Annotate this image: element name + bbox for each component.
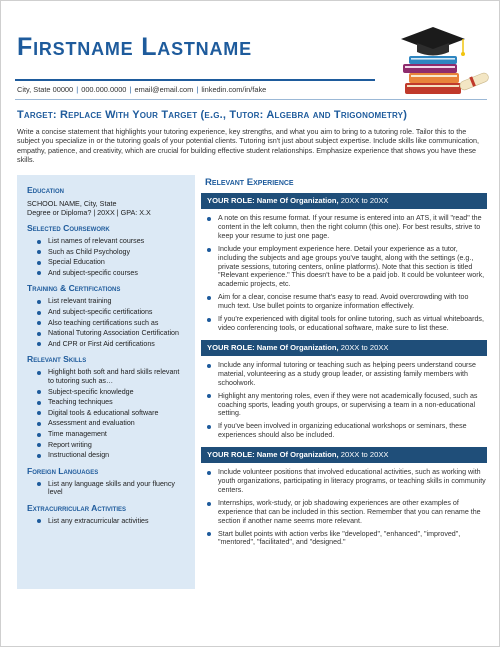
list-item: List any language skills and your fluency level xyxy=(37,480,185,497)
role-title: YOUR ROLE: Name Of Organization, xyxy=(207,450,339,460)
list-item: Instructional design xyxy=(37,451,185,460)
contact-separator: | xyxy=(196,85,199,94)
list-item: If you're experienced with digital tools for online tutoring, such as virtual whiteboards, video conferencing tools, or educational software, make sure to list these. xyxy=(207,315,487,333)
target-title: Target: Replace With Your Target (e.g., Tutor: Algebra and Trigonometry) xyxy=(17,109,408,121)
list-item: Highlight any mentoring roles, even if they were not academically focused, such as coaching sports, leading youth groups, or supervising a team in a non-educational setting. xyxy=(207,392,487,419)
education-school: SCHOOL NAME, City, State xyxy=(27,199,117,208)
list-item: Internships, work-study, or job shadowing experiences are other examples of experience that can be included in this section. Remember that you can rename the section if another name seems more relevant. xyxy=(207,499,487,526)
contact-separator: | xyxy=(76,85,79,94)
list-item: Time management xyxy=(37,430,185,439)
experience-heading: Relevant Experience xyxy=(205,177,294,188)
header-divider xyxy=(15,79,375,81)
role-header xyxy=(201,193,487,209)
list-item: Start bullet points with action verbs like "developed", "enhanced", "improved", "mentored", "facilitated", and "designed." xyxy=(207,530,487,548)
role-title: YOUR ROLE: Name Of Organization, xyxy=(207,196,339,205)
coursework-list xyxy=(27,237,185,277)
sidebar xyxy=(17,175,195,589)
coursework-heading: Selected Coursework xyxy=(27,223,110,233)
candidate-name: Firstname Lastname xyxy=(17,33,252,61)
languages-list xyxy=(27,480,185,497)
list-item: List names of relevant courses xyxy=(37,237,185,246)
contact-phone: 000.000.0000 xyxy=(81,85,127,94)
list-item: National Tutoring Association Certification xyxy=(37,329,185,338)
education-degree: Degree or Diploma? | 20XX | GPA: X.X xyxy=(27,208,151,217)
role-header xyxy=(201,340,487,356)
list-item: Assessment and evaluation xyxy=(37,419,185,428)
contact-email[interactable]: email@email.com xyxy=(134,85,194,94)
list-item: Teaching techniques xyxy=(37,398,185,407)
contact-line xyxy=(17,85,266,94)
skills-list xyxy=(27,368,185,459)
languages-heading: Foreign Languages xyxy=(27,465,99,476)
role-bullets xyxy=(201,214,487,333)
list-item: Highlight both soft and hard skills relevant to tutoring such as… xyxy=(37,368,185,385)
contact-linkedin[interactable]: linkedin.com/in/fake xyxy=(201,85,267,94)
training-heading: Training & Certifications xyxy=(27,283,121,294)
list-item: And subject-specific courses xyxy=(37,269,185,278)
list-item: Digital tools & educational software xyxy=(37,409,185,418)
role-dates: 20XX to 20XX xyxy=(340,342,389,352)
role-bullets xyxy=(201,468,487,547)
list-item: And CPR or First Aid certifications xyxy=(37,340,185,349)
list-item: If you've been involved in organizing educational workshops or seminars, these experiences should also be included. xyxy=(207,422,487,440)
experience-section xyxy=(201,177,487,554)
list-item: Include any informal tutoring or teaching such as helping peers understand course material, volunteering as a study group leader, or assisting family members with schoolwork. xyxy=(207,361,487,388)
list-item: Include your employment experience here. Detail your experience as a tutor, including the subjects and age groups you've taught, along with the settings (e.g., private sessions, tutoring centers, online platforms). Note that this section is titled "Relevant experience." This doesn't have to be a paid job. It could be volunteer work, academic projects, etc. xyxy=(207,245,487,290)
list-item: List relevant training xyxy=(37,297,185,306)
training-list xyxy=(27,297,185,348)
list-item: Special Education xyxy=(37,258,185,267)
list-item: Aim for a clear, concise resume that's easy to read. Avoid overcrowding with too much text. Use bullet points to organize information effectively. xyxy=(207,293,487,311)
role-title: YOUR ROLE: Name Of Organization, xyxy=(207,342,339,352)
list-item: A note on this resume format. If your resume is entered into an ATS, it will "read" the content in the left column, then the right column (this one). For best results, strive to keep your resume to just one page. xyxy=(207,214,487,241)
list-item: List any extracurricular activities xyxy=(37,517,185,526)
summary-paragraph: Write a concise statement that highlights your tutoring experience, key strengths, and what you aim to bring to a tutoring role. Tailor this to the subject you specialize in or the tutoring goals of your potential clients. Tutoring isn't just about subject expertise. Include skills like communication, empathy, patience, and creativity, which are crucial for building effective student relationships. Emphasize experience that shows you have these skills. xyxy=(17,127,480,164)
role-header xyxy=(201,447,487,463)
education-heading: Education xyxy=(27,185,64,195)
role-bullets xyxy=(201,361,487,440)
list-item: And subject-specific certifications xyxy=(37,308,185,317)
activities-heading: Extracurricular Activities xyxy=(27,502,127,513)
role-dates: 20XX to 20XX xyxy=(340,450,389,460)
list-item: Subject-specific knowledge xyxy=(37,388,185,397)
contact-address: City, State 00000 xyxy=(17,85,74,94)
list-item: Include volunteer positions that involved educational activities, such as working with youth organizations, participating in literacy programs, or teaching skills in community centers. xyxy=(207,468,487,495)
role-dates: 20XX to 20XX xyxy=(340,196,389,205)
activities-list xyxy=(27,517,185,526)
contact-separator: | xyxy=(129,85,132,94)
skills-heading: Relevant Skills xyxy=(27,354,87,365)
books-graduation-cap-icon xyxy=(383,19,493,103)
list-item: Such as Child Psychology xyxy=(37,248,185,257)
list-item: Also teaching certifications such as xyxy=(37,319,185,328)
list-item: Report writing xyxy=(37,441,185,450)
